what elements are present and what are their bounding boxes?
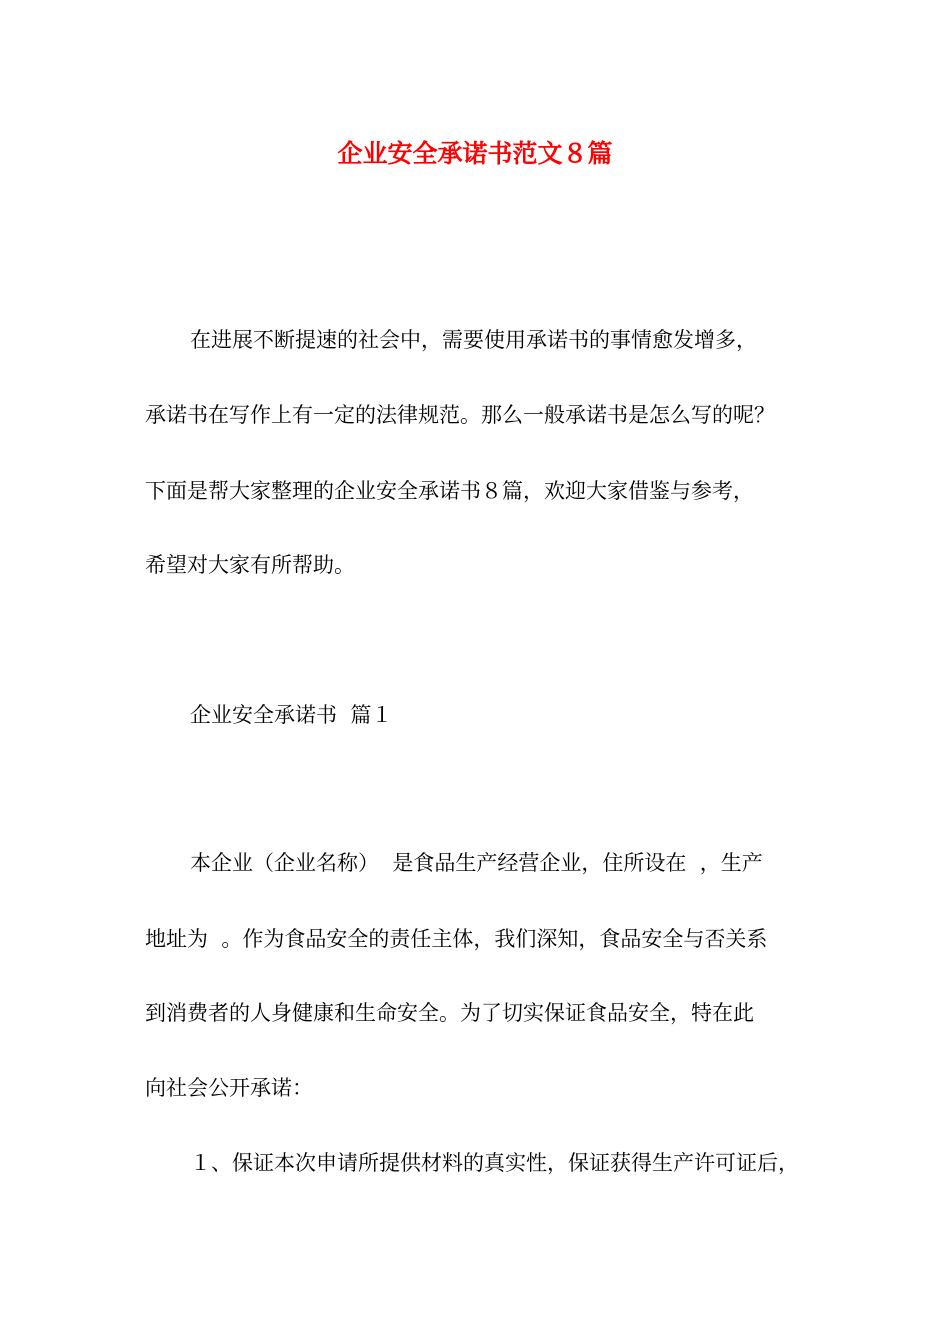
body-line-3: 到消费者的人身健康和生命安全。为了切实保证食品安全，特在此: [145, 1001, 754, 1025]
body-line-4: 向社会公开承诺：: [145, 1076, 313, 1100]
intro-line-1: 在进展不断提速的社会中，需要使用承诺书的事情愈发增多，: [190, 328, 757, 352]
body-line-2: 地址为 。作为食品安全的责任主体，我们深知，食品安全与否关系: [145, 927, 768, 951]
section-heading: 企业安全承诺书 篇１: [190, 703, 393, 727]
body-line-1: 本企业（企业名称） 是食品生产经营企业，住所设在 ，生产: [190, 851, 763, 875]
intro-line-3: 下面是帮大家整理的企业安全承诺书８篇，欢迎大家借鉴与参考，: [145, 479, 754, 503]
document-title: 企业安全承诺书范文８篇: [337, 139, 613, 168]
body-line-5: １、保证本次申请所提供材料的真实性，保证获得生产许可证后，: [190, 1151, 799, 1175]
intro-line-4: 希望对大家有所帮助。: [145, 553, 355, 577]
intro-line-2: 承诺书在写作上有一定的法律规范。那么一般承诺书是怎么写的呢？: [145, 403, 775, 427]
